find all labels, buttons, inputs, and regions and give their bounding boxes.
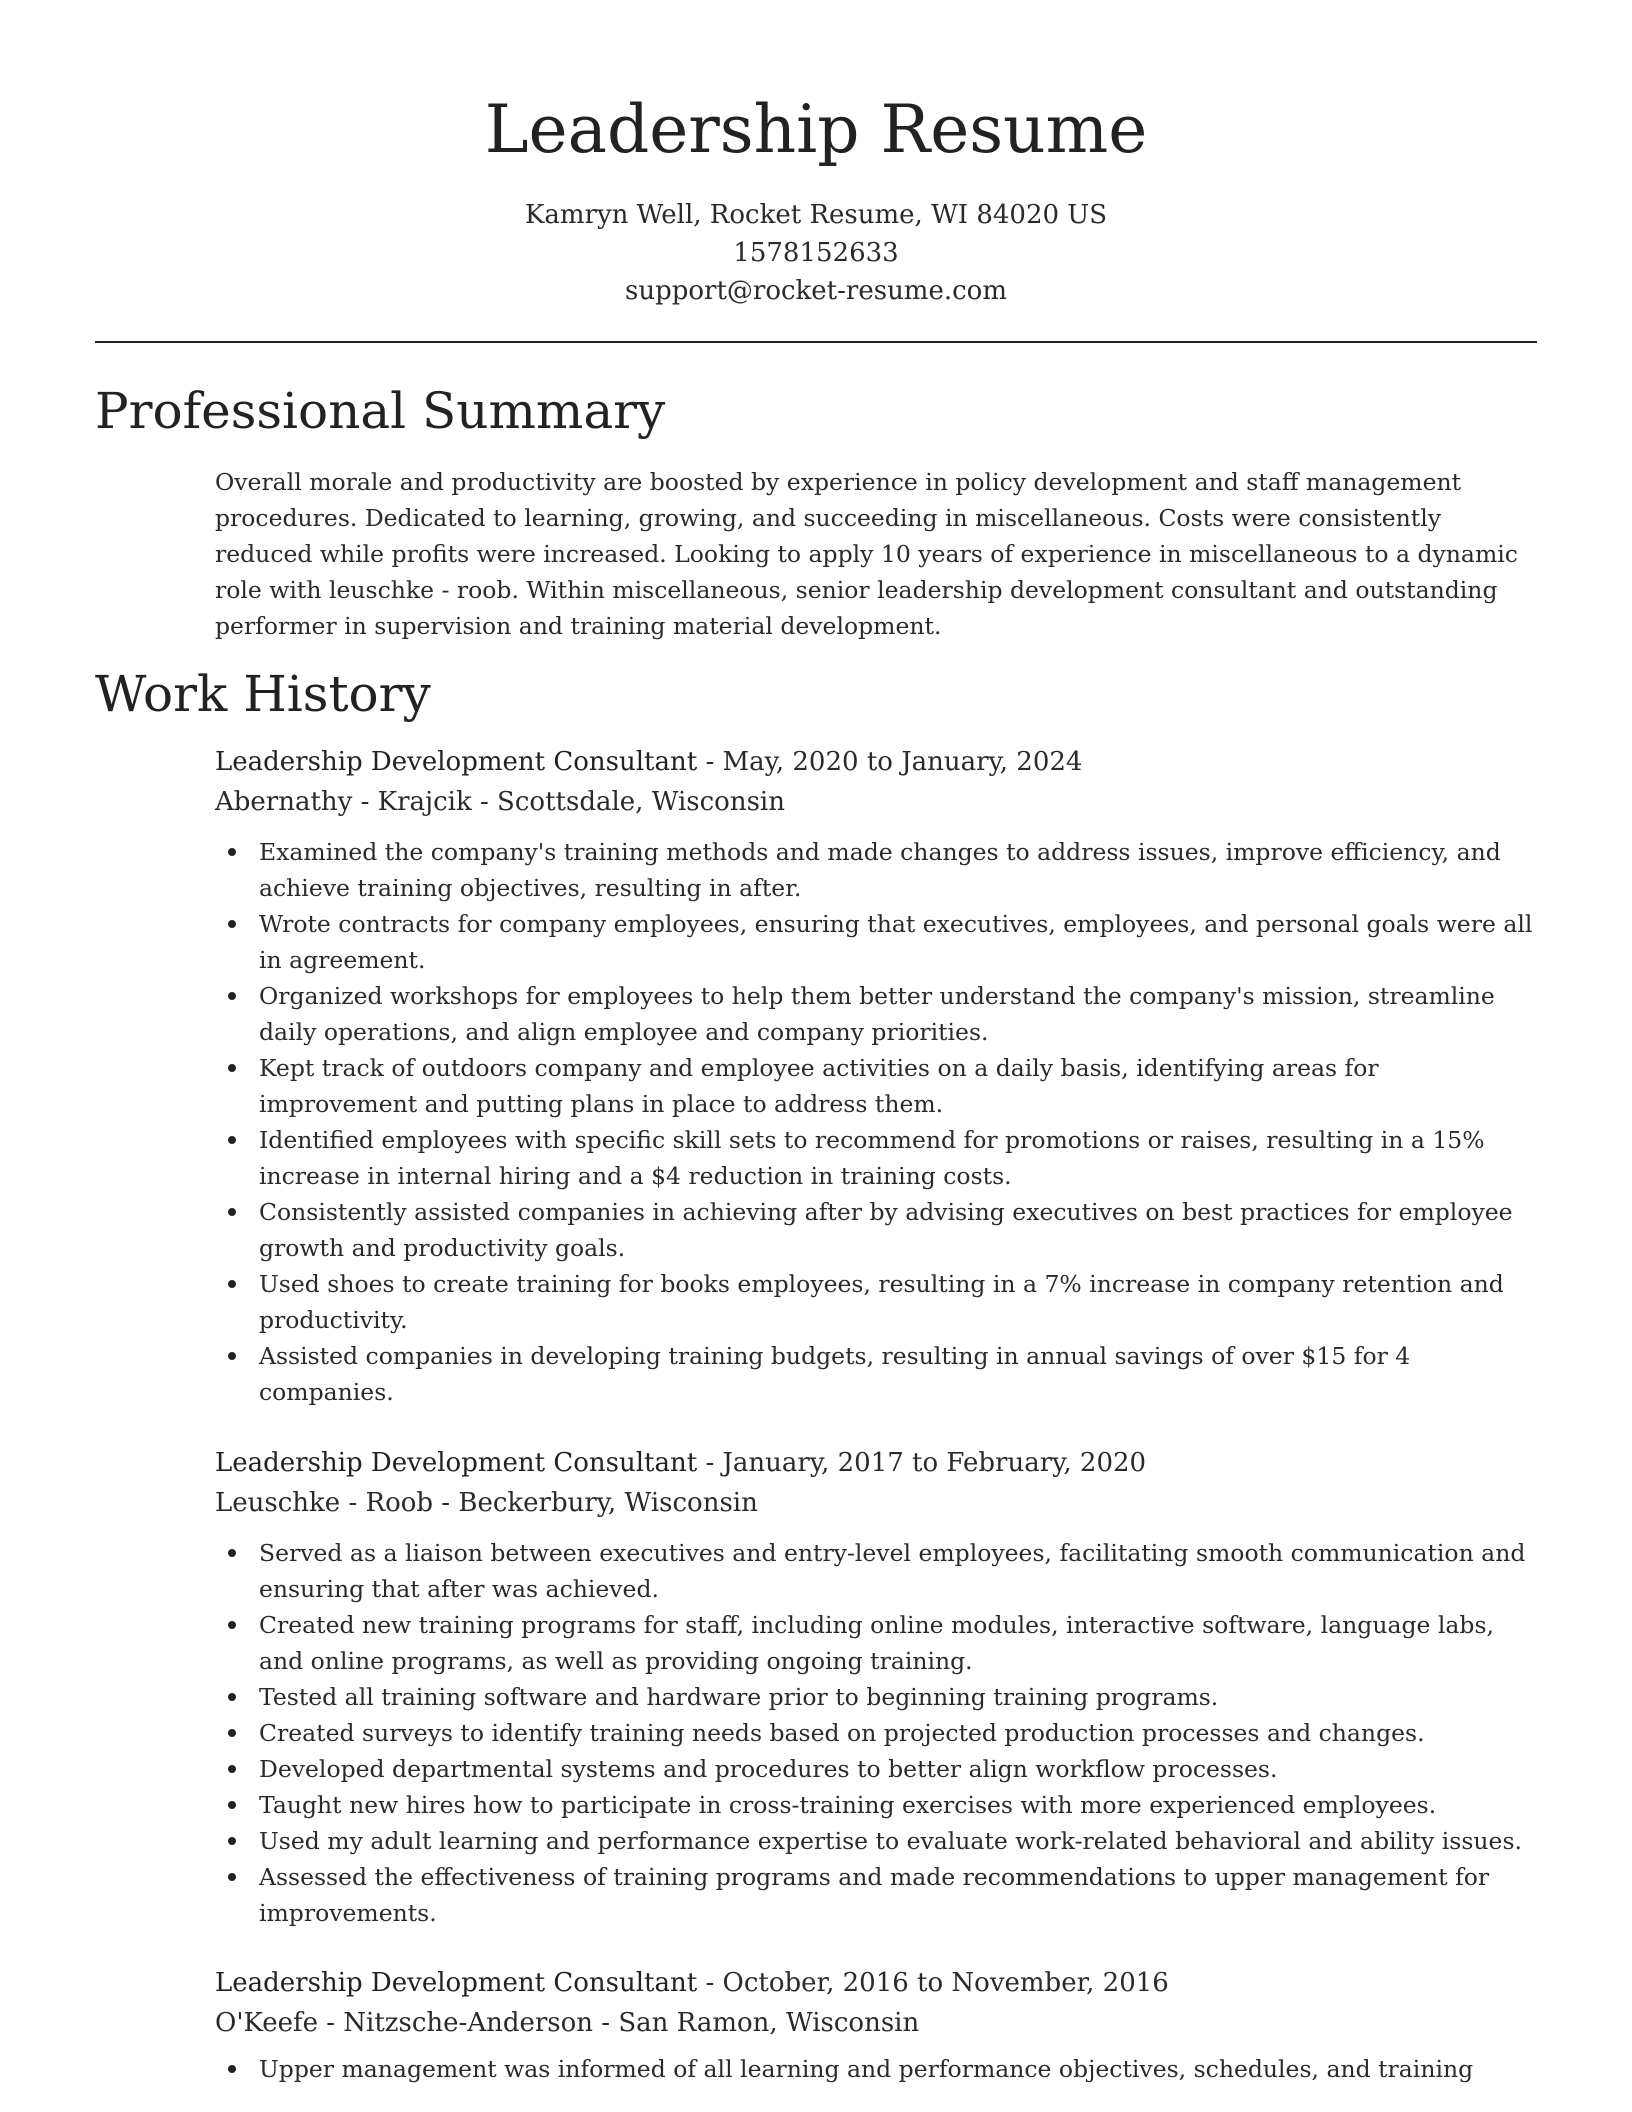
list-item: [215, 1194, 1533, 1266]
job-company-line: [215, 2003, 1545, 2043]
list-item: [215, 1787, 1533, 1823]
bullet-icon: [228, 1549, 236, 1557]
list-item: [215, 1122, 1533, 1194]
list-item-text: Examined the company's training methods and made changes to address issues, improve efficiency, and achieve training objectives, resulting in after.: [259, 838, 1501, 902]
job-location: - Beckerbury, Wisconsin: [433, 1488, 758, 1518]
job-bullets: [215, 1535, 1545, 1931]
bullet-icon: [228, 1837, 236, 1845]
bullet-icon: [228, 1873, 236, 1881]
job-company-line: [215, 782, 1545, 822]
job-dates: - January, 2017 to February, 2020: [697, 1448, 1147, 1478]
job-company-line: [215, 1483, 1545, 1523]
job-company: O'Keefe - Nitzsche-Anderson: [215, 2008, 594, 2038]
bullet-icon: [228, 1280, 236, 1288]
list-item: [215, 1607, 1533, 1679]
job-title: Leadership Development Consultant: [215, 747, 698, 777]
job-company: Abernathy - Krajcik: [215, 787, 472, 817]
job-bullets: [215, 834, 1545, 1410]
list-item-text: Taught new hires how to participate in cross-training exercises with more experienced employees.: [259, 1791, 1437, 1819]
list-item-text: Created surveys to identify training needs based on projected production processes and changes.: [259, 1719, 1425, 1747]
list-item: [215, 1679, 1533, 1715]
job-title-line: [215, 742, 1545, 782]
list-item-text: Served as a liaison between executives and entry-level employees, facilitating smooth communication and ensuring that after was achieved.: [259, 1539, 1526, 1603]
list-item-text: Assessed the effectiveness of training programs and made recommendations to upper management for improvements.: [259, 1863, 1490, 1927]
job-title: Leadership Development Consultant: [215, 1448, 698, 1478]
bullet-icon: [228, 2065, 236, 2073]
bullet-icon: [228, 1729, 236, 1737]
resume-title: Leadership Resume: [484, 91, 1148, 168]
list-item-text: Used my adult learning and performance expertise to evaluate work-related behavioral and ability issues.: [259, 1827, 1522, 1855]
list-item-text: Used shoes to create training for books employees, resulting in a 7% increase in company retention and productivity.: [259, 1270, 1504, 1334]
resume-header: [0, 0, 1632, 310]
list-item-text: Developed departmental systems and procedures to better align workflow processes.: [259, 1755, 1278, 1783]
list-item-text: Organized workshops for employees to help them better understand the company's mission, streamline daily operations, and align employee and company priorities.: [259, 982, 1495, 1046]
list-item-text: Wrote contracts for company employees, ensuring that executives, employees, and personal goals were all in agreement.: [259, 910, 1533, 974]
summary-text: Overall morale and productivity are boosted by experience in policy development and staff management procedures. Dedicated to learning, growing, and succeeding in miscellaneous. Costs were consistently reduced while profits were increased. Looking to apply 10 years of experience in miscellaneous to a dynamic role with leuschke - roob. Within miscellaneous, senior leadership development consultant and outstanding performer in supervision and training material development.: [215, 468, 1518, 640]
job-entry: [215, 1963, 1545, 2087]
list-item-text: Upper management was informed of all learning and performance objectives, schedules, and training: [259, 2055, 1474, 2083]
bullet-icon: [228, 1136, 236, 1144]
job-dates: - October, 2016 to November, 2016: [697, 1968, 1169, 1998]
bullet-icon: [228, 992, 236, 1000]
bullet-icon: [228, 848, 236, 856]
contact-phone: 1578152633: [733, 238, 899, 268]
bullet-icon: [228, 920, 236, 928]
list-item-text: Identified employees with specific skill sets to recommend for promotions or raises, resulting in a 15% increase in internal hiring and a $4 reduction in training costs.: [259, 1126, 1485, 1190]
job-location: - Scottsdale, Wisconsin: [471, 787, 785, 817]
list-item-text: Kept track of outdoors company and employee activities on a daily basis, identifying areas for improvement and putting plans in place to address them.: [259, 1054, 1379, 1118]
list-item: [215, 1715, 1533, 1751]
bullet-icon: [228, 1352, 236, 1360]
summary-heading: Professional Summary: [95, 382, 666, 440]
list-item-text: Tested all training software and hardware prior to beginning training programs.: [259, 1683, 1219, 1711]
job-bullets: [215, 2051, 1545, 2087]
list-item: [215, 834, 1533, 906]
list-item: [215, 1338, 1533, 1410]
job-title-line: [215, 1443, 1545, 1483]
list-item-text: Created new training programs for staff, including online modules, interactive software, language labs, and online programs, as well as providing ongoing training.: [259, 1611, 1494, 1675]
work-history-heading: Work History: [95, 665, 431, 723]
bullet-icon: [228, 1801, 236, 1809]
contact-email: support@rocket-resume.com: [624, 276, 1007, 306]
list-item: [215, 1859, 1533, 1931]
list-item: [215, 978, 1533, 1050]
job-dates: - May, 2020 to January, 2024: [697, 747, 1083, 777]
list-item: [215, 1751, 1533, 1787]
contact-info: [0, 196, 1632, 310]
list-item: [215, 1823, 1533, 1859]
list-item: [215, 1266, 1533, 1338]
contact-address: Kamryn Well, Rocket Resume, WI 84020 US: [524, 200, 1108, 230]
job-entry: [215, 742, 1545, 1410]
header-divider: [95, 341, 1537, 343]
job-location: - San Ramon, Wisconsin: [593, 2008, 920, 2038]
bullet-icon: [228, 1765, 236, 1773]
bullet-icon: [228, 1064, 236, 1072]
job-company: Leuschke - Roob: [215, 1488, 434, 1518]
list-item: [215, 1535, 1533, 1607]
job-title: Leadership Development Consultant: [215, 1968, 698, 1998]
list-item: [215, 906, 1533, 978]
list-item: [215, 2051, 1533, 2087]
list-item-text: Assisted companies in developing training budgets, resulting in annual savings of over $15 for 4 companies.: [259, 1342, 1411, 1406]
job-entry: [215, 1443, 1545, 1931]
job-title-line: [215, 1963, 1545, 2003]
bullet-icon: [228, 1621, 236, 1629]
bullet-icon: [228, 1208, 236, 1216]
bullet-icon: [228, 1693, 236, 1701]
list-item: [215, 1050, 1533, 1122]
list-item-text: Consistently assisted companies in achieving after by advising executives on best practices for employee growth and productivity goals.: [259, 1198, 1513, 1262]
